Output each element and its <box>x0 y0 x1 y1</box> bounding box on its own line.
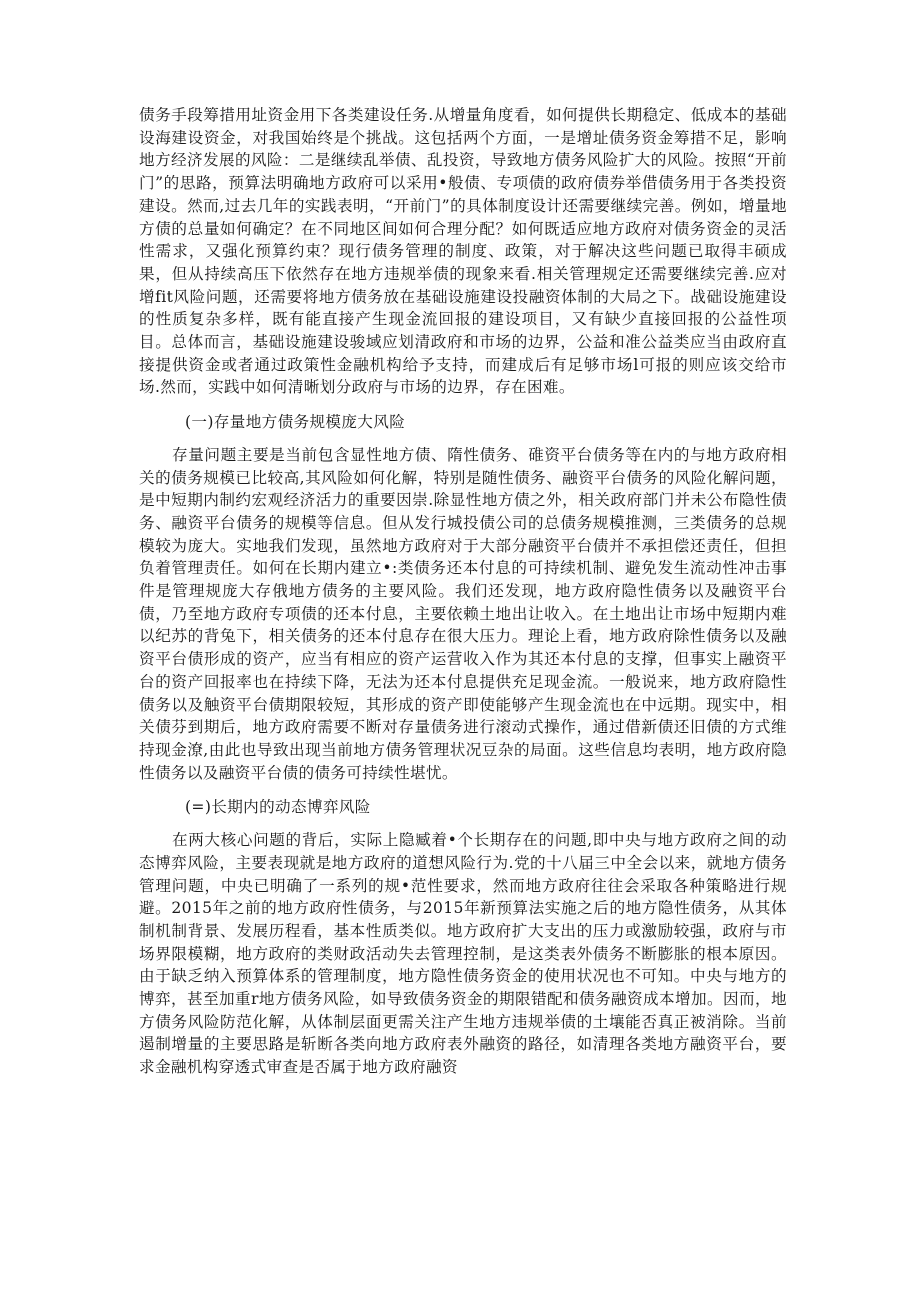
document-body <box>139 104 787 1079</box>
section-heading-2: (=)长期内的动态博弈风险 <box>185 798 371 817</box>
paragraph-1: 债务手段筹措用址资金用下各类建设任务.从增量角度看，如何提供长期稳定、低成本的基础设海建设资金，对我国始终是个挑战。这包括两个方面，一是增址债务资金筹措不足，影响地方经济发展的风险：二是继续乱举债、乱投资，导致地方债务风险扩大的风险。按照“开前门”的思路，预算法明确地方政府可以采用•般债、专项债的政府债券举借债务用于各类投资建设。然而,过去几年的实践表明，“开前门”的具体制度设计还需要继续完善。例如，增量地方债的总量如何确定？在不同地区间如何合理分配？如何既适应地方政府对债务资金的灵活性需求，又强化预算约束？现行债务管理的制度、政策，对于解决这些问题已取得丰硕成果，但从持续高压下依然存在地方违规举债的现象来看.相关管理规定还需要继续完善.应对增fit风险问题，还需要将地方债务放在基础设施建设投融资体制的大局之下。战础设施建设的性质复杂多样，既有能直接产生现金流回报的建设项目，又有缺少直接回报的公益性项目。总体而言，基础设施建设骏域应划清政府和市场的边界，公益和准公益类应当由政府直接提供资金或者通过政策性金融机构给予支持，而建成后有足够市场l可报的则应该交给市场.然而，实践中如何清晰划分政府与市场的边界，存在困难。 <box>139 106 787 397</box>
paragraph-3: 在两大核心问题的背后，实际上隐臧着•个长期存在的问题,即中央与地方政府之间的动态博弈风险，主要表现就是地方政府的道想风险行为.党的十八届三中全会以来，就地方债务管理问题，中央已明确了一系列的规•范性要求，然而地方政府往往会采取各种策略进行规避。2015年之前的地方政府性债务，与2015年新预算法实施之后的地方隐性债务，从其体制机制背景、发展历程看，基本性质类似。地方政府扩大支出的压力或激励较强，政府与市场界限模糊，地方政府的类财政活动失去管理控制，是这类表外债务不断膨胀的根本原因。由于缺乏纳入预算体系的管理制度，地方隐性债务资金的使用状况也不可知。中央与地方的博弈，甚至加重r地方债务风险，如导致债务资金的期限错配和债务融资成本增加。因而，地方债务风险防范化解，从体制层面更需关注产生地方违规举债的土壤能否真正被消除。当前遏制增量的主要思路是斩断各类向地方政府表外融资的路径，如清理各类地方融资平台，要求金融机构穿透式审查是否属于地方政府融资 <box>139 831 787 1077</box>
section-heading-1: (一)存量地方债务规模庞大风险 <box>185 413 406 432</box>
paragraph-2: 存量问题主要是当前包含显性地方债、隋性债务、碓资平台债务等在内的与地方政府相关的债务规模已比较高,其风险如何化解，特别是随性债务、融资平台债务的风险化解问题，是中短期内制约宏观经济活力的重要因崇.除显性地方债之外，相关政府部门并未公布隐性债务、融资平台债务的规模等信息。但从发行城投债公司的总债务规模推测，三类债务的总规模较为庞大。实地我们发现，虽然地方政府对于大部分融资平台债并不承担偿还责任，但担负着管理责任。如何在长期内建立•:类债务还本付息的可持续机制、避免发生流动性冲击事件是管理规庞大存俄地方债务的主要风险。我们还发现，地方政府隐性债务以及融资平台债，乃至地方政府专项债的还本付息，主要依赖土地出让收入。在土地出让市场中短期内难以纪苏的背兔下，相关债务的还本付息存在很大压力。理论上看，地方政府除性债务以及融资平台债形成的资产，应当有相应的资产运营收入作为其还本付息的支撑，但事实上融资平台的资产回报率也在持续下降，无法为还本付息提供充足现金流。一般说来，地方政府隐性债务以及触资平台债期限较短，其形成的资产即使能够产生现金流也在中远期。现实中，相关债芬到期后，地方政府需要不断对存量债务进行滚动式操作，通过借新债还旧债的方式维持现金潦,由此也导致出现当前地方债务管理状况豆杂的局面。这些信息均表明，地方政府隐性债务以及融资平台债的债务可持续性堪忧。 <box>139 445 787 782</box>
